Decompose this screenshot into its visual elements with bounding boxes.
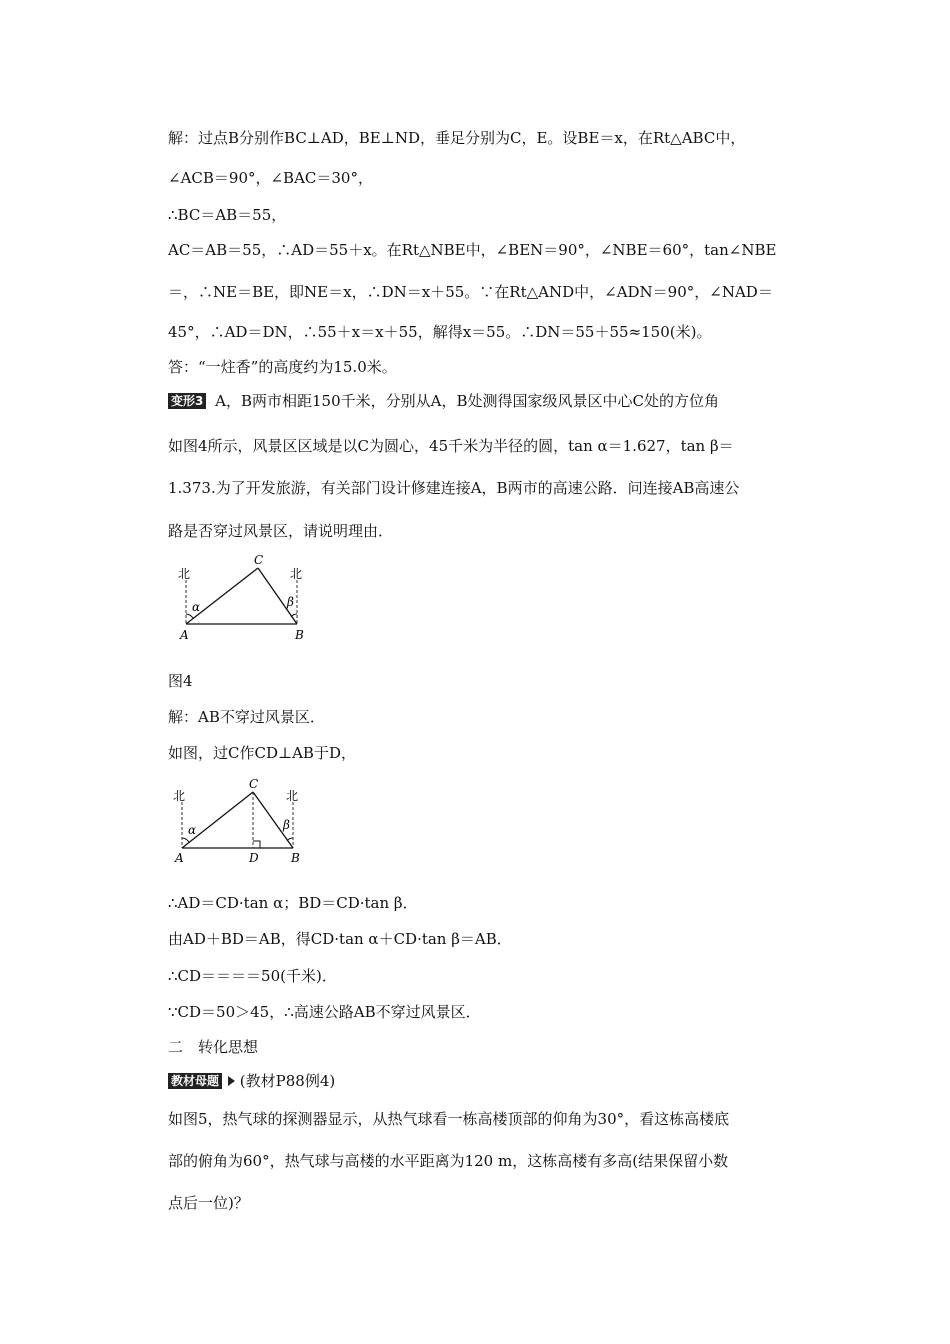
point-label-c: C	[254, 553, 264, 567]
figure-4-with-altitude	[160, 772, 320, 872]
point-label-b: B	[295, 628, 304, 642]
angle-arc-beta	[291, 614, 297, 617]
angle-arc-alpha	[186, 614, 193, 618]
solution3-line-1: 解：AB不穿过风景区．	[168, 708, 325, 726]
solution3b-line-3: ∴CD＝＝＝＝50(千米)．	[168, 967, 337, 985]
solution3b-line-1: ∴AD＝CD·tan α；BD＝CD·tan β．	[168, 894, 418, 912]
variant3-text-1: A，B两市相距150千米，分别从A，B处测得国家级风景区中心C处的方位角	[215, 392, 719, 410]
variant3-line-3: 1.373.为了开发旅游，有关部门设计修建连接A，B两市的高速公路．问连接AB高速公	[168, 479, 740, 497]
textbook-tag: 教材母题	[168, 1073, 222, 1089]
segment-ac	[186, 568, 258, 624]
point-label-d: D	[249, 851, 259, 865]
solution3-line-2: 如图，过C作CD⊥AB于D，	[168, 744, 356, 762]
variant3-line-1	[168, 391, 719, 411]
segment-ac	[182, 792, 253, 848]
angle-label-alpha: α	[192, 600, 201, 614]
answer-line: 答：“一炷香”的高度约为15.0米。	[168, 358, 397, 376]
solution-line-6: 45°，∴AD＝DN，∴55＋x＝x＋55，解得x＝55。∴DN＝55＋55≈150(米)。	[168, 323, 712, 341]
problem-line-2: 部的俯角为60°，热气球与高楼的水平距离为120 m，这栋高楼有多高(结果保留小数	[168, 1152, 729, 1170]
solution-line-1: 解：过点B分别作BC⊥AD，BE⊥ND，垂足分别为C，E。设BE＝x，在Rt△ABC中，	[168, 129, 746, 147]
solution3b-line-4: ∵CD＝50＞45，∴高速公路AB不穿过风景区．	[168, 1003, 481, 1021]
angle-arc-alpha	[182, 838, 189, 842]
point-label-a: A	[175, 851, 184, 865]
point-label-c: C	[249, 777, 259, 791]
angle-arc-beta	[287, 838, 293, 841]
variant3-tag: 变形3	[168, 393, 206, 409]
angle-label-beta: β	[283, 818, 290, 832]
textbook-source-line	[168, 1071, 335, 1091]
solution-line-5: ＝，∴NE＝BE，即NE＝x，∴DN＝x＋55。∵在Rt△AND中，∠ADN＝90°，∠NAD＝	[168, 283, 773, 301]
variant3-line-4: 路是否穿过风景区，请说明理由．	[168, 522, 394, 540]
problem-line-1: 如图5，热气球的探测器显示，从热气球看一栋高楼顶部的仰角为30°，看这栋高楼底	[168, 1110, 730, 1128]
figure-4-diagram	[160, 548, 320, 648]
section-heading: 二 转化思想	[168, 1038, 259, 1056]
textbook-source: (教材P88例4)	[239, 1072, 336, 1090]
north-label-b: 北	[286, 789, 299, 803]
play-triangle-icon	[228, 1076, 235, 1086]
north-label-a: 北	[178, 567, 191, 581]
right-angle-mark	[253, 841, 260, 848]
angle-label-alpha: α	[188, 823, 197, 837]
north-label-b: 北	[290, 567, 303, 581]
point-label-b: B	[291, 851, 300, 865]
point-label-a: A	[180, 628, 189, 642]
figure-4-caption: 图4	[168, 672, 193, 690]
variant3-line-2: 如图4所示，风景区区域是以C为圆心，45千米为半径的圆，tan α＝1.627，tan β＝	[168, 437, 734, 455]
problem-line-3: 点后一位)？	[168, 1194, 249, 1212]
angle-label-beta: β	[287, 595, 294, 609]
solution-line-2: ∠ACB＝90°，∠BAC＝30°，	[168, 169, 373, 187]
solution-line-4: AC＝AB＝55，∴AD＝55＋x。在Rt△NBE中，∠BEN＝90°，∠NBE＝60°，tan∠NBE	[168, 241, 777, 259]
north-label-a: 北	[173, 789, 186, 803]
solution-line-3: ∴BC＝AB＝55，	[168, 206, 287, 224]
solution3b-line-2: 由AD＋BD＝AB，得CD·tan α＋CD·tan β＝AB．	[168, 930, 512, 948]
